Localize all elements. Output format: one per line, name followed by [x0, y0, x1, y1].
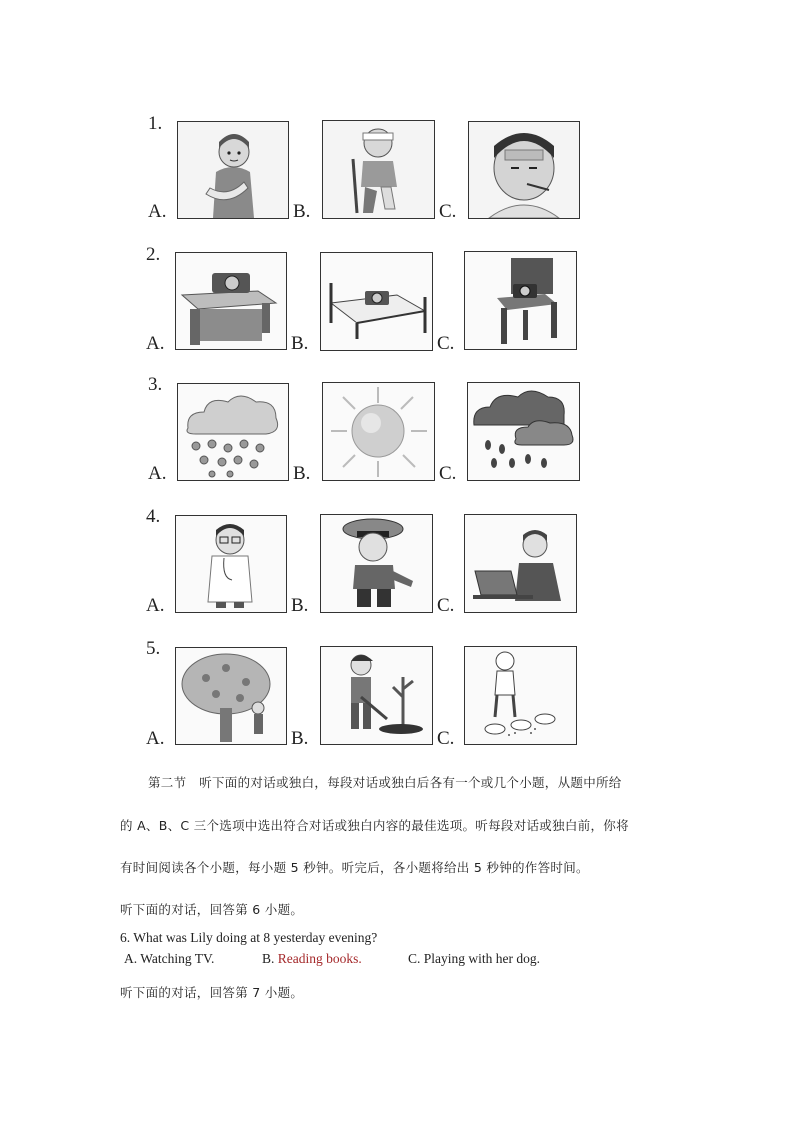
- question-1-option-b-image[interactable]: [322, 120, 435, 219]
- camera-on-table-icon: [176, 253, 286, 349]
- question-5-number: 5.: [146, 638, 161, 659]
- question-4-option-b-label: B.: [291, 595, 309, 616]
- question-4-option-a-image[interactable]: [175, 515, 287, 613]
- section2-instruction-line3: 有时间阅读各个小题，每小题 5 秒钟。听完后，各小题将给出 5 秒钟的作答时间。: [120, 860, 589, 875]
- section2-instruction-line2: 的 A、B、C 三个选项中选出符合对话或独白内容的最佳选项。听每段对话或独白前，你将: [120, 818, 629, 833]
- question-1-option-a-image[interactable]: [177, 121, 289, 219]
- question-3-option-b-label: B.: [293, 463, 311, 484]
- listen-instruction-q7: 听下面的对话，回答第 7 小题。: [120, 985, 304, 1000]
- question-2-option-c-image[interactable]: [464, 251, 577, 350]
- question-3-option-a-label: A.: [148, 463, 167, 484]
- question-2-option-c-label: C.: [437, 333, 455, 354]
- question-1-number: 1.: [148, 113, 163, 134]
- camera-on-bed-icon: [321, 253, 432, 350]
- question-2-number: 2.: [146, 244, 161, 265]
- question-2-option-a-image[interactable]: [175, 252, 287, 350]
- question-4-option-c-image[interactable]: [464, 514, 577, 613]
- boy-with-crutch-and-bandaged-head-icon: [323, 121, 434, 218]
- section2-instruction-line1: 第二节 听下面的对话或独白，每段对话或独白后各有一个或几个小题，从题中所给: [148, 775, 622, 790]
- question-6-option-b[interactable]: [262, 951, 362, 967]
- boy-with-arm-sling-icon: [178, 122, 288, 218]
- question-3-number: 3.: [148, 374, 163, 395]
- question-4-option-c-label: C.: [437, 595, 455, 616]
- question-4-option-a-label: A.: [146, 595, 165, 616]
- question-5-option-b-label: B.: [291, 728, 309, 749]
- question-1-option-a-label: A.: [148, 201, 167, 222]
- apple-tree-picking-icon: [176, 648, 286, 744]
- question-2-option-b-image[interactable]: [320, 252, 433, 351]
- doctor-icon: [176, 516, 286, 612]
- boy-with-fever-and-thermometer-icon: [469, 122, 579, 218]
- question-6-option-b-prefix: B.: [262, 951, 278, 966]
- question-3-option-c-label: C.: [439, 463, 457, 484]
- man-at-laptop-icon: [465, 515, 576, 612]
- question-5-option-a-label: A.: [146, 728, 165, 749]
- question-1-option-b-label: B.: [293, 201, 311, 222]
- boy-feeding-chickens-icon: [465, 647, 576, 744]
- question-3-option-a-image[interactable]: [177, 383, 289, 481]
- question-4-option-b-image[interactable]: [320, 514, 433, 613]
- sun-icon: [323, 383, 434, 480]
- question-2-option-a-label: A.: [146, 333, 165, 354]
- police-officer-icon: [321, 515, 432, 612]
- question-4-number: 4.: [146, 506, 161, 527]
- question-6-option-b-answer: Reading books.: [277, 951, 362, 966]
- question-3-option-b-image[interactable]: [322, 382, 435, 481]
- snowy-cloud-icon: [178, 384, 288, 480]
- question-1-option-c-label: C.: [439, 201, 457, 222]
- rain-cloud-icon: [468, 383, 579, 480]
- question-5-option-b-image[interactable]: [320, 646, 433, 745]
- boy-planting-tree-icon: [321, 647, 432, 744]
- question-2-option-b-label: B.: [291, 333, 309, 354]
- camera-on-chair-icon: [465, 252, 576, 349]
- question-5-option-a-image[interactable]: [175, 647, 287, 745]
- listen-instruction-q6: 听下面的对话，回答第 6 小题。: [120, 902, 304, 917]
- question-6-text: 6. What was Lily doing at 8 yesterday evening?: [120, 930, 378, 945]
- question-6-option-c[interactable]: C. Playing with her dog.: [408, 951, 540, 966]
- question-3-option-c-image[interactable]: [467, 382, 580, 481]
- question-5-option-c-image[interactable]: [464, 646, 577, 745]
- question-5-option-c-label: C.: [437, 728, 455, 749]
- question-1-option-c-image[interactable]: [468, 121, 580, 219]
- question-6-option-a[interactable]: A. Watching TV.: [124, 951, 215, 966]
